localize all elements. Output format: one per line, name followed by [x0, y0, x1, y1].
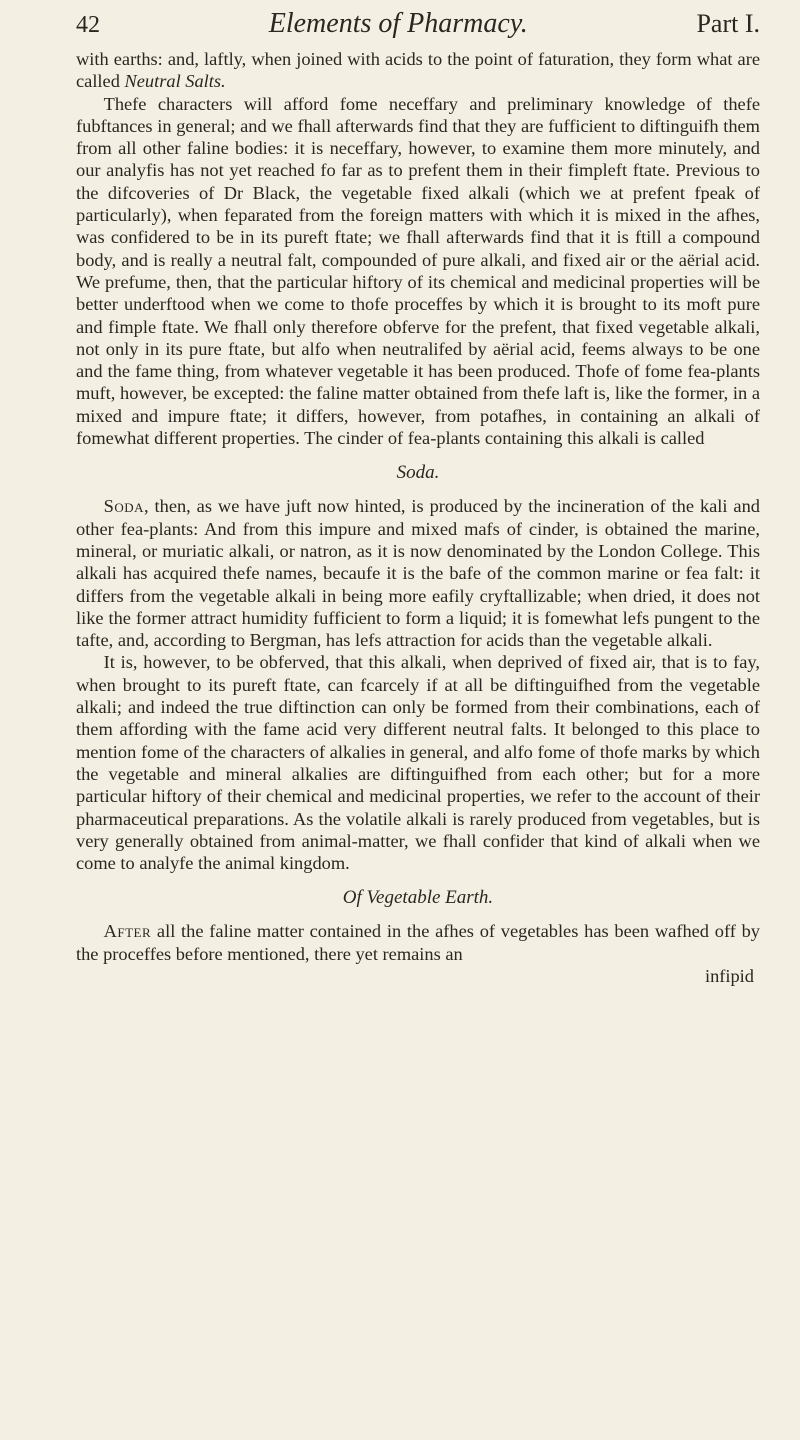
paragraph-vegetable-earth: [76, 920, 760, 965]
after-lead-word: After: [103, 921, 152, 942]
part-label: Part I.: [696, 9, 760, 38]
running-header: [76, 0, 760, 48]
neutral-salts-term: Neutral Salts.: [124, 71, 226, 92]
page-number: 42: [76, 12, 100, 38]
paragraph-alkali-distinction: It is, however, to be obferved, that this alkali, when deprived of fixed air, that is to fay, when brought to its pureft ftate, can fcarcely if at all be diftinguifhed from the vegetable alkali; and indeed the true diftinction can only be formed from their combinations, each of them affording with the fame acid very different neutral falts. It belonged to this place to mention fome of the characters of alkalies in general, and alfo fome of thofe marks by which the vegetable and mineral alkalies are diftinguifhed from each other; but for a more particular hiftory of their chemical and medicinal properties, we refer to the account of their pharmaceutical preparations. As the volatile alkali is rarely produced from vegetables, but is very generally obtained from animal-matter, we fhall confider that kind of alkali when we come to analyfe the animal kingdom.: [76, 652, 760, 874]
paragraph-characters: Thefe characters will afford fome neceffary and preliminary knowledge of thefe fubftances in general; and we fhall afterwards find that they are fufficient to diftinguifh them from all other faline bodies: it is neceffary, however, to examine them more minutely, and our analyfis has not yet reached fo far as to prefent them in their fimpleft ftate. Previous to the difcoveries of Dr Black, the vegetable fixed alkali (which we at prefent fpeak of particularly), when feparated from the foreign matters with which it is mixed in the afhes, was confidered to be in its pureft ftate; we fhall afterwards find that it is ftill a compound body, and is really a neutral falt, compounded of pure alkali, and fixed air or the aërial acid. We prefume, then, that the particular hiftory of its chemical and medicinal properties will be better underftood when we come to thofe proceffes by which it is brought to its moft pure and fimple ftate. We fhall only therefore obferve for the prefent, that fixed vegetable alkali, not only in its pure ftate, but alfo when neutralifed by aërial acid, feems always to be one and the fame thing, from whatever vegetable it has been produced. Thofe of fome fea-plants muft, however, be excepted: the faline matter obtained from thefe laft is, like the former, in a mixed and impure ftate; it differs, however, from potafhes, in containing an alkali of fomewhat different properties. The cinder of fea-plants containing this alkali is called: [76, 93, 760, 449]
section-heading-soda: Soda.: [396, 462, 440, 484]
paragraph-text: with earths: and, laftly, when joined with acids to the point of faturation, they form what are called: [76, 49, 760, 92]
running-title: Elements of Pharmacy.: [268, 8, 528, 39]
paragraph-soda: [76, 495, 760, 651]
paragraph-text: , then, as we have juft now hinted, is produced by the incineration of the kali and other fea-plants: And from this impure and mixed mafs of cinder, is obtained the marine, mineral, or muriatic alkali, or natron, as it is now denominated by the London College. This alkali has acquired thefe names, becaufe it is the bafe of the common marine or fea falt: it differs from the vegetable alkali in being more eafily cryftallizable; when dried, it does not like the former attract humidity fufficient to form a liquid; it is fomewhat lefs pungent to the tafte, and, according to Bergman, has lefs attraction for acids than the vegetable alkali.: [76, 496, 760, 651]
soda-lead-word: Soda: [103, 496, 144, 517]
paragraph-text: all the faline matter contained in the afhes of vegetables has been wafhed off by the proceffes before mentioned, there yet remains an: [76, 921, 760, 964]
catchword: infipid: [704, 965, 754, 986]
paragraph-neutral-salts: [76, 48, 760, 93]
section-heading-vegetable-earth: Of Vegetable Earth.: [342, 887, 494, 909]
